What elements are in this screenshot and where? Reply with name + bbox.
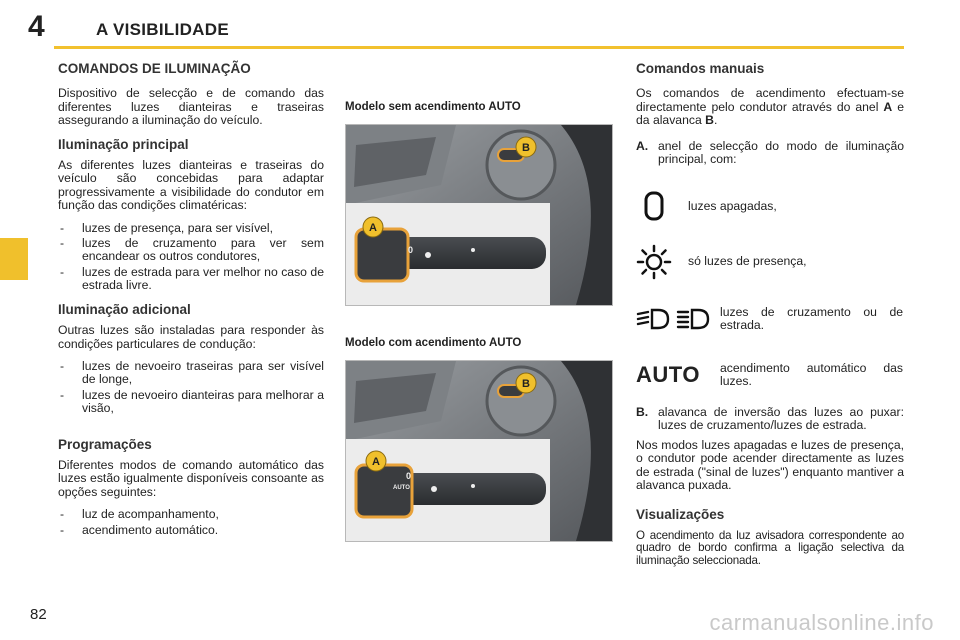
list-item: - luzes de nevoeiro traseiras para ser visível de longe, [58,360,324,387]
displays-text: O acendimento da luz avisadora correspondente ao quadro de bordo confirma a ligação selectiva da iluminação seleccionada. [636,528,904,568]
item-a [636,140,904,167]
intro-lever-ref: B [705,113,714,128]
marker-b-label: B [522,378,530,390]
programming-list [58,508,324,537]
list-item: - luzes de cruzamento para ver sem encandear os outros condutores, [58,237,324,264]
figure-label-with-auto: Modelo com acendimento AUTO [345,337,522,349]
marker-a-label: A [372,456,380,468]
watermark: carmanualsonline.info [709,610,934,635]
displays-heading: Visualizações [636,507,725,523]
stalk-illustration [346,125,612,305]
additional-lighting-text: Outras luzes são instaladas para responder às condições particulares de condução: [58,323,324,351]
right-column-bottom [636,406,904,577]
dipped-main-beam-icon [636,306,712,332]
marker-a-label: A [369,222,377,234]
intro-text: Os comandos de acendimento efectuam-se directamente pelo condutor através do anel [636,86,904,114]
intro-ring-ref: A [883,99,893,114]
ring-position-auto: AUTO [393,485,410,491]
manual-controls-intro [636,87,904,127]
right-column-top [636,62,904,174]
chapter-side-tab [0,238,28,280]
manual-controls-heading: Comandos manuais [636,61,765,76]
list-item: - luzes de presença, para ser visível, [58,222,324,235]
legend-lights-off-text: luzes apagadas, [688,199,777,214]
item-a-text: anel de selecção do modo de iluminação principal, com: [658,138,904,167]
main-lighting-list [58,222,324,293]
intro-text: e da alavanca [636,99,904,128]
programming-text: Diferentes modos de comando automático das luzes estão igualmente disponíveis consoante as opções seguintes: [58,457,324,499]
marker-b-label: B [522,142,530,154]
legend-auto-lighting [636,362,903,389]
legend-parking-lights [636,244,807,280]
chapter-title: A VISIBILIDADE [96,20,229,39]
intro-paragraph: Dispositivo de selecção e de comando das diferentes luzes dianteiras e traseiras assegurando a iluminação do veículo. [58,86,324,128]
main-lighting-text: As diferentes luzes dianteiras e traseiras do veículo são concebidas para adaptar progressivamente a visibilidade do condutor em função das condições climatéricas: [58,158,324,213]
ring-position-zero: 0 [406,471,412,481]
legend-auto-lighting-text: acendimento automático das luzes. [720,361,903,389]
additional-lighting-heading: Iluminação adicional [58,301,191,317]
auto-icon: AUTO [636,362,700,388]
stalk-photo-with-auto [345,360,613,542]
header-rule [54,46,904,49]
left-column [58,62,324,545]
additional-lighting-list [58,360,324,416]
list-item: - luz de acompanhamento, [58,508,324,521]
chapter-number: 4 [28,10,45,43]
item-a-key: A. [636,138,649,153]
item-b [636,406,904,433]
legend-parking-lights-text: só luzes de presença, [688,254,807,269]
list-item: - luzes de nevoeiro dianteiras para melhorar a visão, [58,389,324,416]
legend-lights-off [636,190,777,224]
main-lighting-heading: Iluminação principal [58,136,189,152]
item-b-text: alavanca de inversão das luzes ao puxar: luzes de cruzamento/luzes de estrada. [658,405,904,433]
item-b-key: B. [636,405,649,419]
list-item: - luzes de estrada para ver melhor no caso de estrada livre. [58,266,324,293]
stalk-illustration-auto [346,361,612,541]
ring-position-zero: 0 [408,245,414,255]
parking-lights-icon [636,244,680,280]
lights-off-icon [636,190,680,224]
legend-dipped-main-beam-text: luzes de cruzamento ou de estrada. [720,305,903,333]
headlamp-flash-text: Nos modos luzes apagadas e luzes de presença, o condutor pode acender directamente as luzes de estrada ("sinal de luzes") enquanto mantiver a alavanca puxada. [636,437,904,493]
legend-dipped-main-beam [636,306,903,333]
stalk-photo-without-auto [345,124,613,306]
programming-heading: Programações [58,436,152,452]
figure-label-without-auto: Modelo sem acendimento AUTO [345,101,521,113]
section-title: COMANDOS DE ILUMINAÇÃO [58,61,251,76]
list-item: - acendimento automático. [58,524,324,537]
page-number: 82 [30,606,47,623]
intro-text: . [713,113,718,128]
